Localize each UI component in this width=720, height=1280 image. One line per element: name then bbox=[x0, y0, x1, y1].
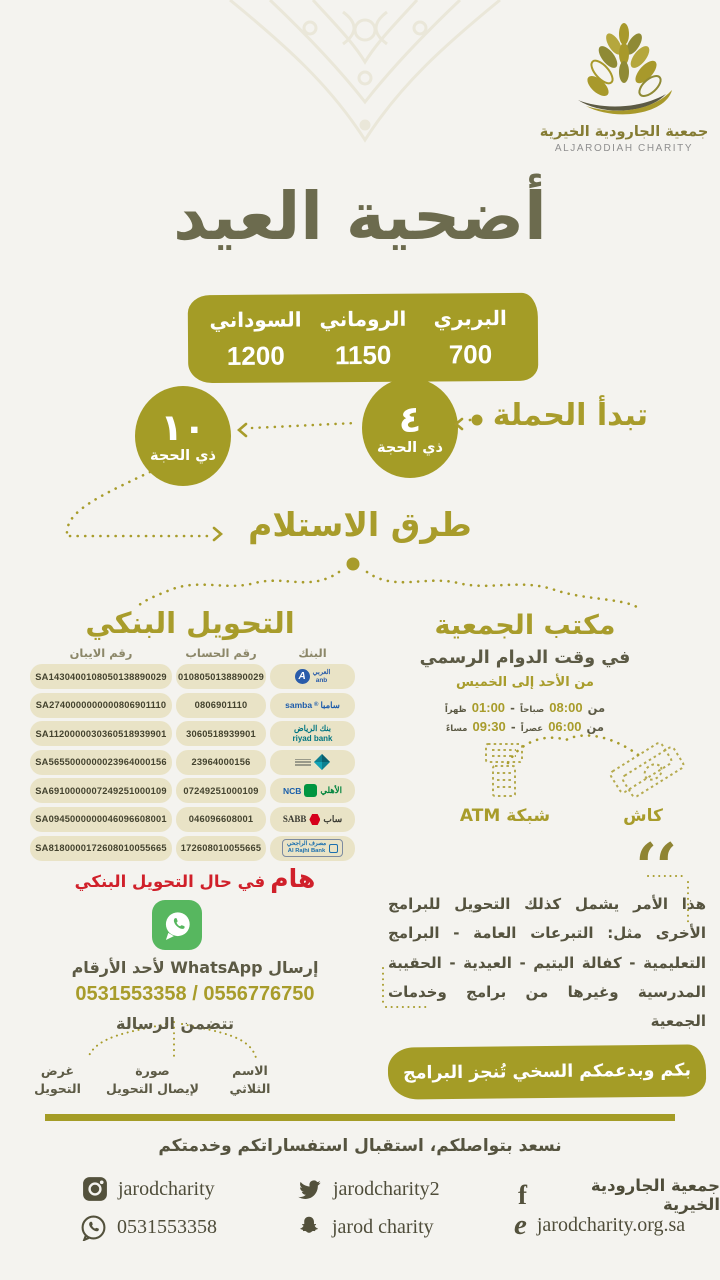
price-name: السوداني bbox=[209, 306, 302, 332]
aljazira-bank-logo bbox=[270, 750, 355, 775]
account-value: 0108050138890029 bbox=[176, 664, 266, 689]
whatsapp-contact[interactable]: 0531553358 bbox=[80, 1214, 217, 1241]
anb-bank-logo: A العربي anb bbox=[270, 664, 355, 689]
iban-column-header: رقم الايبان bbox=[69, 646, 133, 660]
price-value: 700 bbox=[448, 339, 493, 370]
account-value: 23964000156 bbox=[176, 750, 266, 775]
office-hours-subtitle: في وقت الدوام الرسمي bbox=[419, 648, 631, 668]
support-banner: بكم وبدعمكم السخي تُنجز البرامج bbox=[388, 1044, 707, 1099]
bank-transfer-title: التحويل البنكي bbox=[85, 606, 295, 640]
sabb-hexagon-icon bbox=[309, 814, 320, 825]
table-row bbox=[30, 836, 355, 861]
snapchat-link[interactable]: jarod charity bbox=[296, 1214, 434, 1240]
important-rest: في حال التحويل البنكي bbox=[74, 872, 266, 891]
bank-table-headers bbox=[30, 646, 355, 660]
twitter-link[interactable]: jarodcharity2 bbox=[296, 1176, 440, 1203]
atm-machine-icon bbox=[474, 742, 534, 804]
office-morning-hours: من 08:00 صباحاً - 01:00 ظهراً bbox=[444, 700, 606, 715]
start-day-month: ذي الحجة bbox=[377, 439, 443, 456]
iban-value: SA0945000000046096608001 bbox=[30, 807, 172, 832]
charity-logo bbox=[538, 22, 710, 154]
bank-logo-text-lines bbox=[295, 758, 311, 768]
table-row bbox=[30, 693, 355, 718]
snapchat-icon bbox=[296, 1214, 322, 1240]
important-word: هام bbox=[270, 864, 316, 893]
start-day-number: ٤ bbox=[398, 397, 422, 441]
table-row bbox=[30, 750, 355, 775]
branch-left-bank bbox=[138, 572, 339, 606]
table-row bbox=[30, 807, 355, 832]
iban-value: SA1430400108050138890029 bbox=[30, 664, 172, 689]
important-note bbox=[20, 864, 370, 893]
campaign-start-date-badge bbox=[362, 378, 458, 478]
price-value: 1200 bbox=[226, 340, 285, 371]
end-day-number: ١٠ bbox=[160, 405, 206, 449]
cash-icon bbox=[606, 736, 692, 806]
footer-divider bbox=[45, 1114, 675, 1121]
account-value: 046096608001 bbox=[176, 807, 266, 832]
campaign-start-label: تبدأ الحملة bbox=[492, 398, 648, 433]
methods-dot bbox=[347, 558, 360, 571]
diamond-icon bbox=[314, 754, 330, 770]
message-item-purpose: غرض التحويل bbox=[34, 1063, 81, 1097]
message-item-name: الاسم الثلاثي bbox=[229, 1063, 271, 1097]
quote-mark-icon: , , bbox=[634, 837, 675, 905]
campaign-end-date-badge bbox=[135, 386, 231, 486]
message-item-receipt: صورة لإيصال التحويل bbox=[106, 1063, 199, 1097]
connector-start-to-end bbox=[252, 423, 356, 428]
office-evening-hours: من 06:00 عصراً - 09:30 مساءً bbox=[445, 719, 605, 734]
table-row bbox=[30, 721, 355, 746]
ncb-square-icon bbox=[304, 784, 317, 797]
timeline-dot bbox=[472, 415, 483, 426]
whatsapp-icon[interactable] bbox=[152, 900, 202, 950]
send-whatsapp-instruction: إرسال WhatsApp لأحد الأرقام bbox=[71, 958, 319, 977]
wheat-sheaf-icon bbox=[560, 22, 688, 118]
table-row bbox=[30, 664, 355, 689]
chevron-left-icon bbox=[239, 424, 246, 436]
website-e-icon: e bbox=[514, 1209, 527, 1241]
charity-name-arabic: جمعية الجارودية الخيرية bbox=[539, 124, 709, 140]
price-name: الروماني bbox=[319, 306, 407, 331]
ncb-bank-logo: NCB الأهلي bbox=[270, 778, 355, 803]
iban-value: SA2740000000000806901110 bbox=[30, 693, 172, 718]
quote-paragraph: هذا الأمر يشمل كذلك التحويل للبرامج الأخرى مثل: التبرعات العامة - البرامج التعليمية - كفالة اليتيم - العيدية - الحقيبة المدرسية وغيرها من برامج وخدمات الجمعية bbox=[388, 895, 706, 1030]
cash-label: كاش bbox=[623, 806, 663, 826]
price-table bbox=[188, 293, 539, 383]
bank-column-header: البنك bbox=[298, 646, 327, 660]
website-link[interactable]: e jarodcharity.org.sa bbox=[514, 1209, 686, 1241]
branch-right-office bbox=[367, 572, 637, 607]
twitter-icon bbox=[296, 1176, 323, 1203]
atm-label: شبكة ATM bbox=[459, 806, 551, 826]
facebook-icon: f bbox=[518, 1179, 527, 1210]
message-contents-title: تتضمن الرسالة bbox=[116, 1014, 234, 1033]
account-value: 07249251000109 bbox=[176, 778, 266, 803]
riyad-bank-logo: بنك الرياض riyad bank bbox=[270, 721, 355, 746]
charity-name-english: ALJARODIAH CHARITY bbox=[554, 143, 694, 154]
price-value: 1150 bbox=[334, 339, 392, 371]
iban-value: SA6910000007249251000109 bbox=[30, 778, 172, 803]
whatsapp-numbers[interactable]: 0531553358 / 0556776750 bbox=[75, 983, 315, 1005]
sabb-bank-logo: SABB ساب bbox=[270, 807, 355, 832]
iban-value: SA1120000030360518939901 bbox=[30, 721, 172, 746]
whatsapp-outline-icon bbox=[80, 1214, 107, 1241]
samba-bank-logo: samba ® سامبا bbox=[270, 693, 355, 718]
iban-value: SA8180000172608010055665 bbox=[30, 836, 172, 861]
account-value: 172608010055665 bbox=[176, 836, 266, 861]
connector-label-to-start bbox=[466, 420, 470, 421]
instagram-link[interactable]: jarodcharity bbox=[82, 1176, 215, 1202]
instagram-icon bbox=[82, 1176, 108, 1202]
price-name: البربري bbox=[433, 305, 507, 331]
page-title: أضحية العيد bbox=[173, 178, 547, 255]
footer-tagline: نسعد بتواصلكم، استقبال استفساراتكم وخدمتكم bbox=[158, 1136, 562, 1156]
alrajhi-bank-logo: مصرف الراجحي Al Rajhi Bank bbox=[270, 836, 355, 861]
bank-accounts-table bbox=[30, 664, 355, 861]
account-column-header: رقم الحساب bbox=[185, 646, 257, 660]
alrajhi-mark-icon bbox=[329, 844, 338, 853]
receiving-methods-title: طرق الاستلام bbox=[248, 505, 472, 544]
account-value: 0806901110 bbox=[176, 693, 266, 718]
office-days: من الأحد إلى الخميس bbox=[456, 675, 594, 690]
table-row bbox=[30, 778, 355, 803]
account-value: 3060518939901 bbox=[176, 721, 266, 746]
end-day-month: ذي الحجة bbox=[150, 447, 216, 464]
office-title: مكتب الجمعية bbox=[434, 610, 616, 641]
damask-ornament bbox=[215, 0, 515, 150]
iban-value: SA5655000000023964000156 bbox=[30, 750, 172, 775]
facebook-link[interactable]: f جمعية الجارودية الخيرية bbox=[518, 1176, 720, 1214]
anb-circle-icon: A bbox=[295, 669, 310, 684]
